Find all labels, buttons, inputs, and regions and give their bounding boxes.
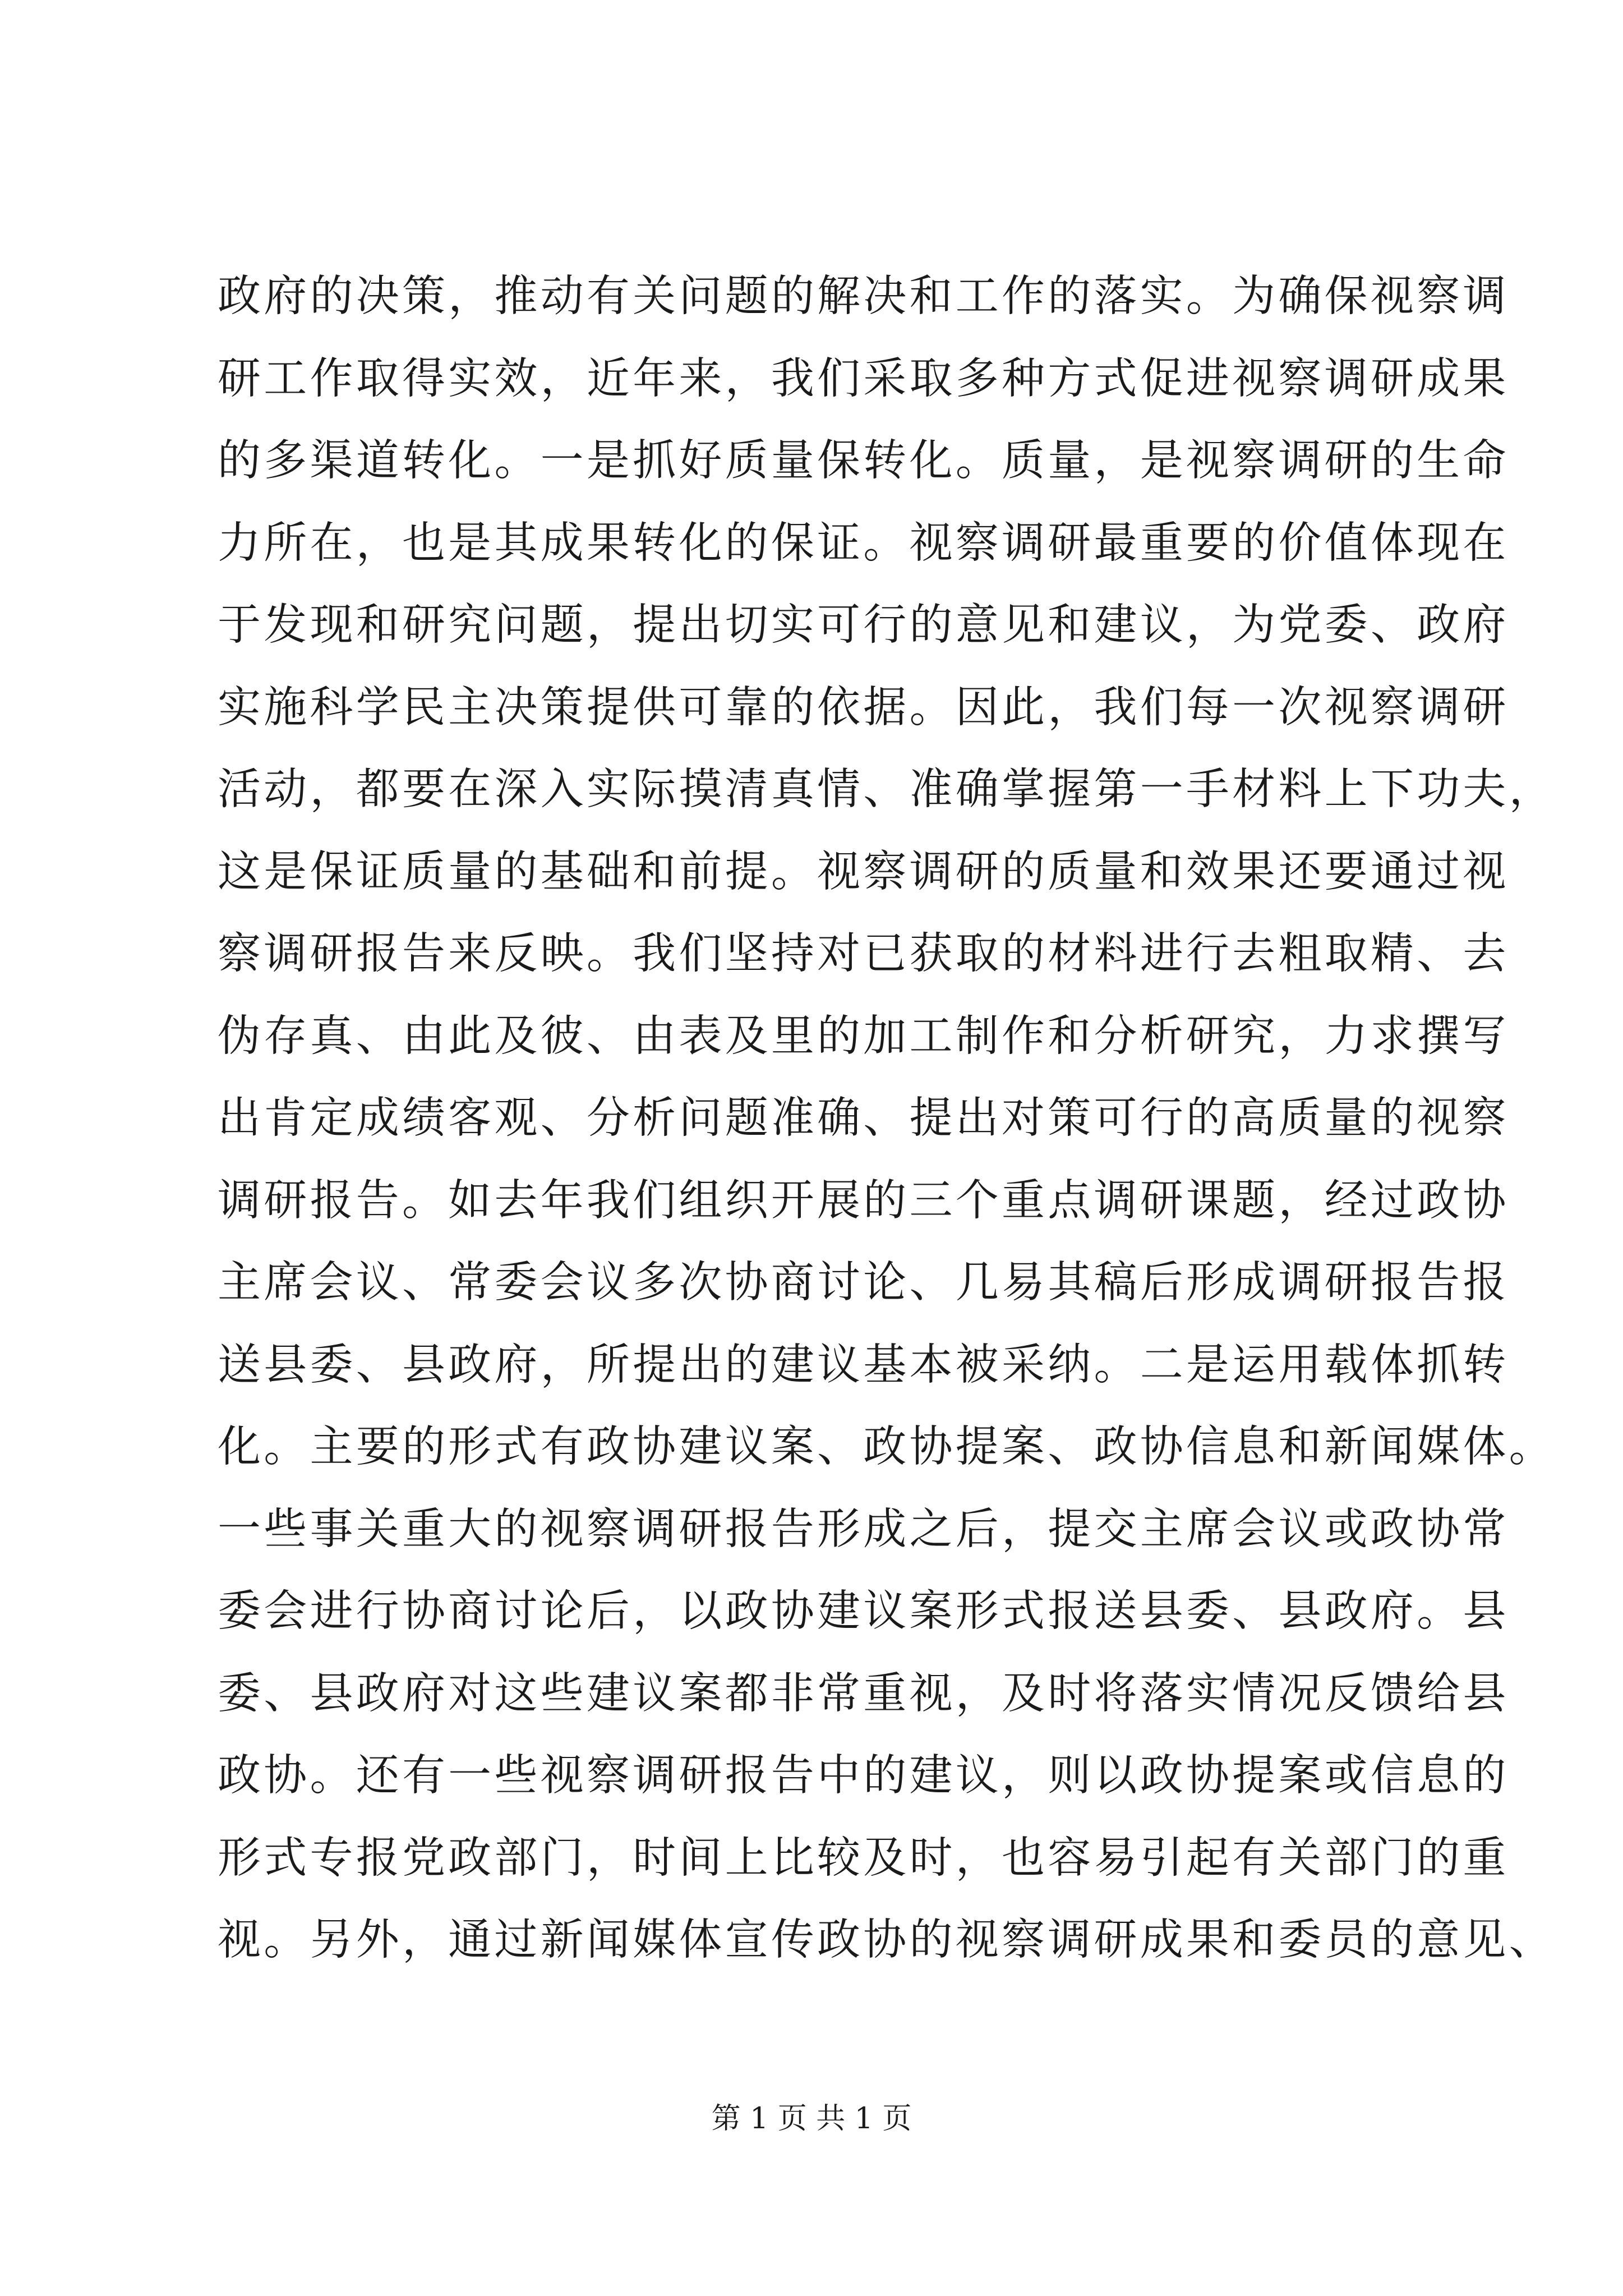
text-line: 一 些 事 关 重 大 的 视 察 调 研 报 告 形 成 之 后 ， 提 交 主 席 会 议 或 政 协 常 [218,1504,1506,1554]
page-number: 第 1 页 共 1 页 [711,2102,912,2136]
text-line: 调 研 报 告 。 如 去 年 我 们 组 织 开 展 的 三 个 重 点 调 研 课 题 ， 经 过 政 协 [218,1175,1506,1226]
text-line: 实 施 科 学 民 主 决 策 提 供 可 靠 的 依 据 。 因 此 ， 我 们 每 一 次 视 察 调 研 [218,682,1506,733]
text-line: 察 调 研 报 告 来 反 映 。 我 们 坚 持 对 已 获 取 的 材 料 进 行 去 粗 取 精 、 去 [218,929,1506,979]
text-line: 研 工 作 取 得 实 效 ， 近 年 来 ， 我 们 采 取 多 种 方 式 促 进 视 察 调 研 成 果 [218,353,1506,404]
text-line: 政 协 。 还 有 一 些 视 察 调 研 报 告 中 的 建 议 ， 则 以 政 协 提 案 或 信 息 的 [218,1751,1506,1801]
body-paragraph [218,256,1552,1982]
text-line: 出 肯 定 成 绩 客 观 、 分 析 问 题 准 确 、 提 出 对 策 可 行 的 高 质 量 的 视 察 [218,1093,1506,1143]
text-line: 伪 存 真 、 由 此 及 彼 、 由 表 及 里 的 加 工 制 作 和 分 析 研 究 ， 力 求 撰 写 [218,1011,1506,1061]
text-line: 这 是 保 证 质 量 的 基 础 和 前 提 。 视 察 调 研 的 质 量 和 效 果 还 要 通 过 视 [218,846,1506,897]
text-line: 委 会 进 行 协 商 讨 论 后 ， 以 政 协 建 议 案 形 式 报 送 县 委 、 县 政 府 。 县 [218,1586,1506,1636]
text-line: 政 府 的 决 策 ， 推 动 有 关 问 题 的 解 决 和 工 作 的 落 实 。 为 确 保 视 察 调 [218,272,1506,321]
text-line: 主 席 会 议 、 常 委 会 议 多 次 协 商 讨 论 、 几 易 其 稿 后 形 成 调 研 报 告 报 [218,1258,1506,1308]
text-line: 化 。 主 要 的 形 式 有 政 协 建 议 案 、 政 协 提 案 、 政 协 信 息 和 新 闻 媒 体 。 [218,1422,1552,1472]
text-line: 的 多 渠 道 转 化 。 一 是 抓 好 质 量 保 转 化 。 质 量 ， 是 视 察 调 研 的 生 命 [218,436,1506,486]
text-line: 力 所 在 ， 也 是 其 成 果 转 化 的 保 证 。 视 察 调 研 最 重 要 的 价 值 体 现 在 [218,518,1506,568]
text-line: 视 。 另 外 ， 通 过 新 闻 媒 体 宣 传 政 协 的 视 察 调 研 成 果 和 委 员 的 意 见 、 [218,1915,1552,1965]
text-line: 形 式 专 报 党 政 部 门 ， 时 间 上 比 较 及 时 ， 也 容 易 引 起 有 关 部 门 的 重 [218,1833,1506,1883]
text-line: 于 发 现 和 研 究 问 题 ， 提 出 切 实 可 行 的 意 见 和 建 议 ， 为 党 委 、 政 府 [218,600,1506,650]
text-line: 委 、 县 政 府 对 这 些 建 议 案 都 非 常 重 视 ， 及 时 将 落 实 情 况 反 馈 给 县 [218,1668,1506,1719]
text-line: 活 动 ， 都 要 在 深 入 实 际 摸 清 真 情 、 准 确 掌 握 第 一 手 材 料 上 下 功 夫 ， [218,765,1552,815]
text-line: 送 县 委 、 县 政 府 ， 所 提 出 的 建 议 基 本 被 采 纳 。 二 是 运 用 载 体 抓 转 [218,1340,1506,1390]
page-footer [0,2099,1623,2138]
